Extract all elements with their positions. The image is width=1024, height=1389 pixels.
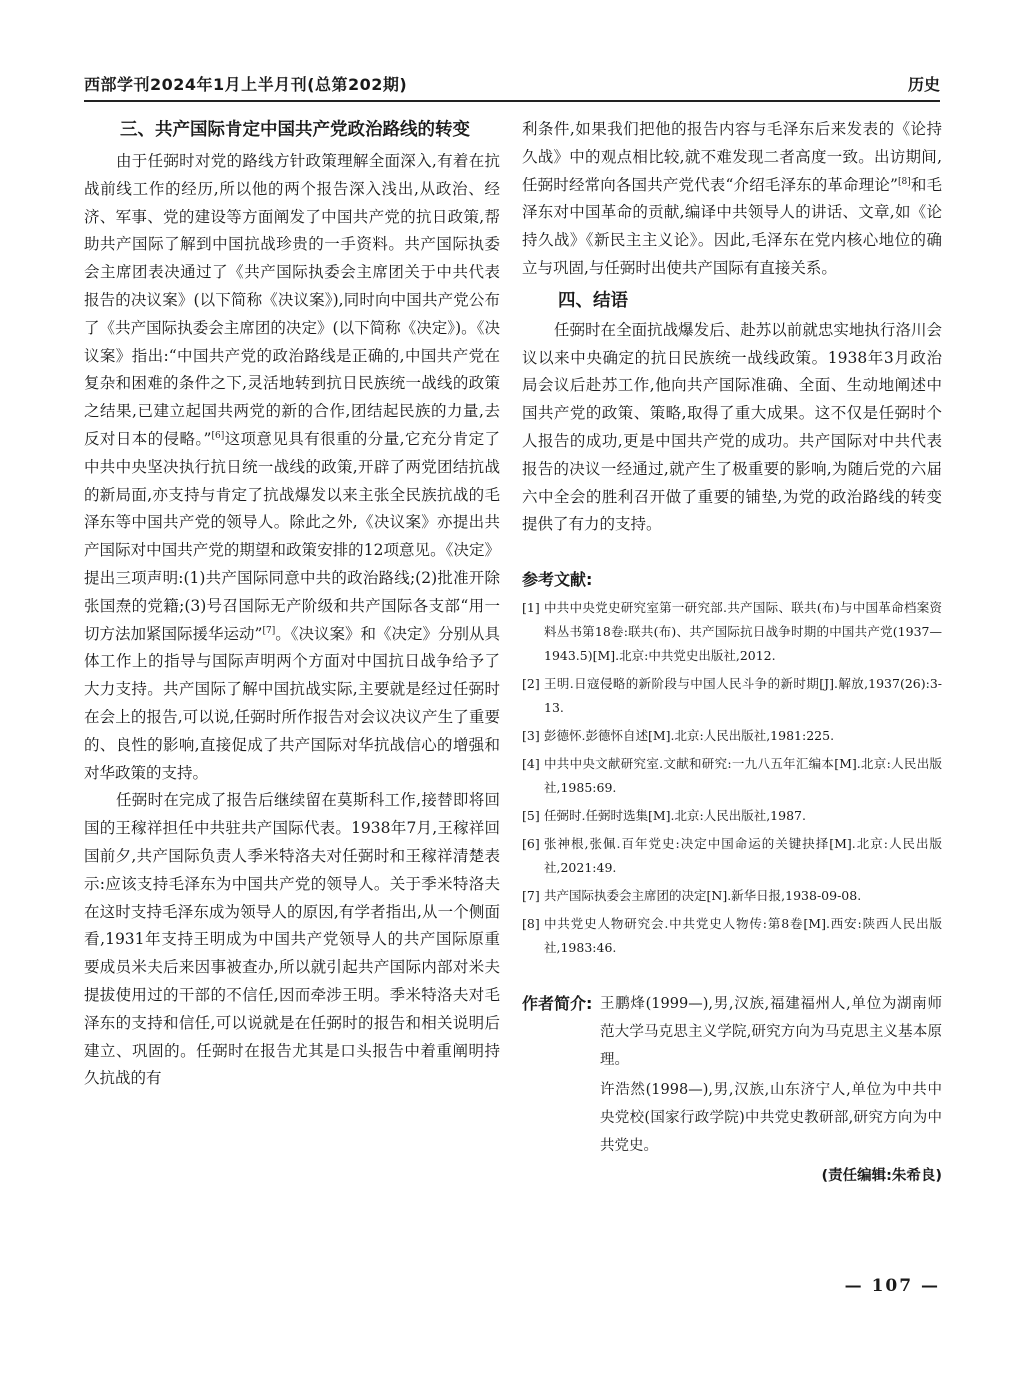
author-info — [522, 990, 942, 1162]
left-column — [84, 116, 500, 1093]
reference-item — [522, 804, 942, 828]
paragraph-3 — [522, 116, 942, 283]
references-list — [522, 596, 942, 960]
right-column — [522, 116, 942, 1185]
paragraph-1-part-a: 由于任弼时对党的路线方针政策理解全面深入,有着在抗战前线工作的经历,所以他的两个报告深入浅出,从政治、经济、军事、党的建设等方面阐发了中国共产党的抗日政策,帮助共产国际了解到中国抗战珍贵的一手资料。共产国际执委会主席团表决通过了《共产国际执委会主席团关于中共代表报告的决议案》(以下简称《决议案》),同时向中国共产党公布了《共产国际执委会主席团的决定》(以下简称《决定》)。《决议案》指出:“中国共产党的政治路线是正确的,中国共产党在复杂和困难的条件之下,灵活地转到抗日民族统一战线的政策之结果,已建立起国共两党的新的合作,团结起民族的力量,去反对日本的侵略。” — [84, 152, 500, 448]
references-title: 参考文献: — [522, 570, 593, 590]
reference-number: [3] — [522, 728, 540, 744]
author-entries — [600, 990, 942, 1162]
reference-number: [2] — [522, 676, 540, 692]
paragraph-1-part-b: 这项意见具有很重的分量,它充分肯定了中共中央坚决执行抗日统一战线的政策,开辟了两党团结抗战的新局面,亦支持与肯定了抗战爆发以来主张全民族抗战的毛泽东等中国共产党的领导人。除此之外,《决议案》亦提出共产国际对中国共产党的期望和政策安排的12项意见。《决定》提出三项声明:(1)共产国际同意中共的政治路线;(2)批准开除张国焘的党籍;(3)号召国际无产阶级和共产国际各支部“用一切方法加紧国际援华运动” — [84, 429, 500, 643]
reference-item — [522, 596, 942, 668]
reference-item — [522, 884, 942, 908]
reference-number: [8] — [522, 916, 540, 932]
author-entry: 许浩然(1998—),男,汉族,山东济宁人,单位为中共中央党校(国家行政学院)中共党史教研部,研究方向为中共党史。 — [600, 1082, 942, 1155]
reference-number: [1] — [522, 600, 540, 616]
author-label: 作者简介: — [522, 994, 593, 1014]
citation-8: [8] — [897, 176, 911, 187]
page-number: — 107 — — [844, 1276, 940, 1296]
reference-number: [4] — [522, 756, 540, 772]
reference-text: 彭德怀.彭德怀自述[M].北京:人民出版社,1981:225. — [544, 728, 835, 744]
reference-text: 王明.日寇侵略的新阶段与中国人民斗争的新时期[J].解放,1937(26):3-13. — [544, 676, 942, 716]
section-heading-3: 三、共产国际肯定中国共产党政治路线的转变 — [120, 120, 470, 140]
reference-item — [522, 832, 942, 880]
paragraph-1 — [84, 148, 500, 787]
reference-number: [7] — [522, 888, 540, 904]
reference-text: 中共中央文献研究室.文献和研究:一九八五年汇编本[M].北京:人民出版社,1985:69. — [544, 756, 942, 796]
reference-text: 张神根,张佩.百年党史:决定中国命运的关键抉择[M].北京:人民出版社,2021:49. — [544, 836, 942, 876]
responsible-editor: (责任编辑:朱希良) — [821, 1168, 942, 1185]
paragraph-1-part-c: 。《决议案》和《决定》分别从具体工作上的指导与国际声明两个方面对中国抗日战争给予了大力支持。共产国际了解中国抗战实际,主要就是经过任弼时在会上的报告,可以说,任弼时所作报告对会议决议产生了重要的、良性的影响,直接促成了共产国际对华抗战信心的增强和对华政策的支持。 — [84, 624, 500, 782]
paragraph-3-part-a: 利条件,如果我们把他的报告内容与毛泽东后来发表的《论持久战》中的观点相比较,就不难发现二者高度一致。出访期间,任弼时经常向各国共产党代表“介绍毛泽东的革命理论” — [522, 120, 942, 194]
reference-number: [5] — [522, 808, 540, 824]
reference-item — [522, 752, 942, 800]
citation-7: [7] — [262, 625, 276, 636]
reference-text: 中共中央党史研究室第一研究部.共产国际、联共(布)与中国革命档案资料丛书第18卷:联共(布)、共产国际抗日战争时期的中国共产党(1937—1943.5)[M].北京:中共党史出版社,2012. — [544, 600, 942, 664]
section-tag: 历史 — [907, 75, 940, 94]
reference-text: 共产国际执委会主席团的决定[N].新华日报,1938-09-08. — [544, 888, 862, 904]
paragraph-3-part-b: 和毛泽东对中国革命的贡献,编译中共领导人的讲话、文章,如《论持久战》《新民主主义论》。因此,毛泽东在党内核心地位的确立与巩固,与任弼时出使共产国际有直接关系。 — [522, 175, 942, 277]
reference-item — [522, 912, 942, 960]
reference-item — [522, 724, 942, 748]
reference-text: 任弼时.任弼时选集[M].北京:人民出版社,1987. — [544, 808, 806, 824]
citation-6: [6] — [211, 430, 225, 441]
reference-item — [522, 672, 942, 720]
section-heading-4: 四、结语 — [558, 290, 628, 311]
reference-text: 中共党史人物研究会.中共党史人物传:第8卷[M].西安:陕西人民出版社,1983:46. — [544, 916, 942, 956]
paragraph-4: 任弼时在全面抗战爆发后、赴苏以前就忠实地执行洛川会议以来中央确定的抗日民族统一战线政策。1938年3月政治局会议后赴苏工作,他向共产国际准确、全面、生动地阐述中国共产党的政策、策略,取得了重大成果。这不仅是任弼时个人报告的成功,更是中国共产党的成功。共产国际对中共代表报告的决议一经通过,就产生了极重要的影响,为随后党的六届六中全会的胜利召开做了重要的铺垫,为党的政治路线的转变提供了有力的支持。 — [522, 320, 942, 534]
author-entry: 王鹏烽(1999—),男,汉族,福建福州人,单位为湖南师范大学马克思主义学院,研究方向为马克思主义基本原理。 — [600, 996, 942, 1069]
paragraph-2: 任弼时在完成了报告后继续留在莫斯科工作,接替即将回国的王稼祥担任中共驻共产国际代表。1938年7月,王稼祥回国前夕,共产国际负责人季米特洛夫对任弼时和王稼祥清楚表示:应该支持毛泽东为中国共产党的领导人。关于季米特洛夫在这时支持毛泽东成为领导人的原因,有学者指出,从一个侧面看,1931年支持王明成为中国共产党领导人的共产国际原重要成员米夫后来因事被查办,所以就引起共产国际内部对米夫提拔使用过的干部的不信任,因而牵涉王明。季米特洛夫对毛泽东的支持和信任,可以说就是在任弼时的报告和相关说明后建立、巩固的。任弼时在报告尤其是口头报告中着重阐明持久抗战的有 — [84, 791, 500, 1088]
journal-title: 西部学刊2024年1月上半月刊(总第202期) — [84, 75, 408, 94]
running-header — [84, 68, 940, 102]
reference-number: [6] — [522, 836, 540, 852]
